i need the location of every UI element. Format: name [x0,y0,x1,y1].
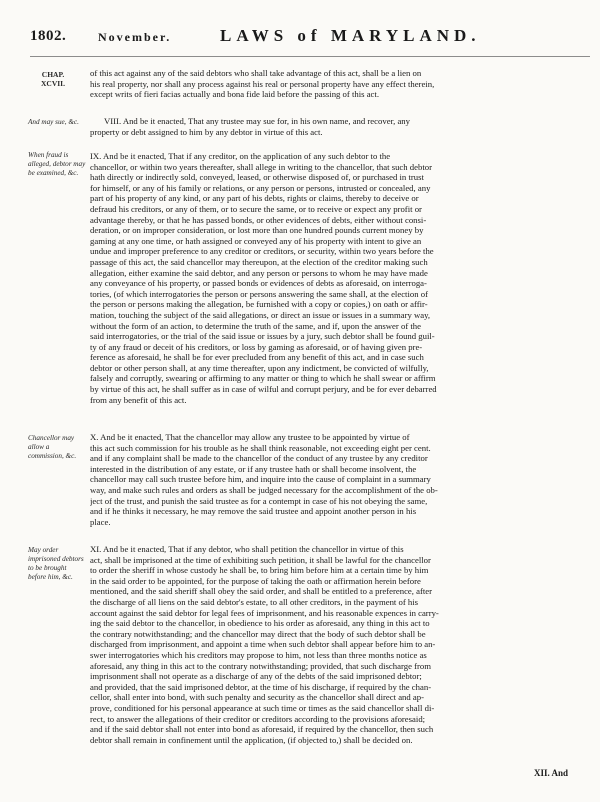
text-line: act, shall be imprisoned at the time of exhibiting such petition, it shall be lawful for the chancellor [90,554,431,565]
text-line: XI. And be it enacted, That if any debtor, who shall petition the chancellor in virtue of this [90,544,404,554]
text-line: defraud his creditors, or any of them, or to secure the same, or to receive or expect any profit or [90,203,422,214]
text-line: advantage thereby, or that he has passed bonds, or other evidences of debts, either without consi- [90,214,427,225]
text-line: mation, touching the subject of the said allegations, or direct an issue or issues in a summary way, [90,309,431,320]
text-line: aforesaid, any thing in this act to the contrary notwithstanding; provided, that such discharge from [90,660,431,671]
text-line: except writs of fieri facias actually and bona fide laid before the passing of this act. [90,89,379,100]
catchword: XII. And [533,768,568,778]
text-line: ty of any fraud or deceit of his creditors, or loss by gaming as aforesaid, or of having given pre- [90,341,423,352]
page-month: November. [98,30,172,44]
text-line: by virtue of this act, he shall suffer as in case of wilful and corrupt perjury, and be for ever debarred [90,384,437,395]
text-line: the person or persons making the allegation, be furnished with a copy or copies,) on oath or affir- [90,299,428,310]
page-year: 1802. [30,28,67,44]
text-line: chancellor may call such trustee before him, and inquire into the cause of complaint in a summary [90,474,431,485]
text-line: this act such commission for his trouble as he shall think reasonable, not exceeding eight per cent. [90,442,431,453]
text-line: allegation, either examine the said debtor, and any person or persons to whom he may have made [90,267,428,278]
text-line: from any benefit of this act. [90,394,187,405]
text-line: ing the said debtor to the chancellor, in obedience to his order as aforesaid, any thing in this act to [90,618,430,629]
text-line: of this act against any of the said debtors who shall take advantage of this act, shall be a lien on [90,68,422,78]
text-line: to order the sheriff in whose custody he shall be, to bring him before him at a certain time by him [90,565,429,576]
section-11 [90,544,570,745]
text-line: VIII. And be it enacted, That any trustee may sue for, in his own name, and recover, any [104,116,410,126]
text-line: any conveyance of his property, or passed bonds or evidences of debts as aforesaid, on interroga- [90,278,427,289]
text-line: place. [90,516,111,527]
text-line: and provided, that the said imprisoned debtor, at the time of his discharge, if required by the chan- [90,681,432,692]
text-line: falsely and corruptly, swearing or affirming to any matter or thing to which he shall swear or affirm [90,373,436,384]
text-line: part of his property of any kind, or any part of his debts, rights or claims, thereby to deceive or [90,193,419,204]
text-line: and if he thinks it necessary, he may remove the said trustee and appoint another person in his [90,506,417,517]
text-line: rect, to answer the allegations of their creditor or creditors according to the provisions aforesaid; [90,713,426,724]
text-line: for himself, or any of his family or relations, or any person or persons, intrusted or concealed, any [90,182,431,193]
text-line: account against the said debtor for legal fees of imprisonment, and his reasonable expences in carry- [90,607,439,618]
margin-note-sec11: May order imprisoned debtors to be brought before him, &c. [28,546,84,581]
margin-note-sec10: Chancellor may allow a commission, &c. [28,434,77,460]
text-line: in the said order to be appointed, for the purpose of taking the oath or affirmation herein before [90,575,421,586]
text-line: hath directly or indirectly sold, conveyed, leased, or otherwise disposed of, or purchased in trust [90,172,424,183]
margin-note-chapter: CHAP. XCVII. [41,70,65,88]
text-line: property or debt assigned to him by any debtor in virtue of this act. [90,126,323,137]
margin-note-sec8: And may sue, &c. [28,118,79,126]
text-line: and if the said debtor shall not enter into bond as aforesaid, if required by the chancellor, then such [90,724,434,735]
text-line: the contrary notwithstanding; and the chancellor may direct that the body of such debtor shall be [90,628,426,639]
text-line: debtor shall remain in confinement until the application, (if objected to,) shall be decided on. [90,734,413,745]
text-line: tories, (of which interrogatories the person or persons answering the same shall, at the election of [90,288,428,299]
text-line: passage of this act, the said chancellor may thereupon, at the election of the creditor making such [90,256,428,267]
text-line: debtor or other person shall, at any time thereafter, upon any indictment, be convicted of wilfully, [90,362,429,373]
text-line: the discharge of all liens on the said debtor's estate, to all other creditors, in the payment of his [90,596,419,607]
page-title: LAWS of MARYLAND. [220,26,481,45]
section-9 [90,151,570,405]
text-line: interested in the distribution of any estate, or if any trustee hath or shall become insolvent, the [90,463,417,474]
text-line: his real property, nor shall any process against his real or personal property have any effect therein, [90,78,435,89]
text-line: IX. And be it enacted, That if any creditor, on the application of any such debtor to the [90,151,391,161]
text-line: swer interrogatories which his creditors may propose to him, not less than three months notice as [90,649,427,660]
text-line: without the form of an action, to determine the truth of the same, and if, upon the answer of the [90,320,421,331]
section-intro [90,68,570,100]
text-line: prove, conditioned for his personal appearance at such time or times as the said chancellor shall di- [90,702,435,713]
text-line: imprisonment shall not operate as a discharge of any of the debts of the said imprisoned debtor; [90,671,422,682]
text-line: said interrogatories, or the trial of the said issue or issues by a jury, such debtor shall be found guil- [90,331,435,342]
section-8 [90,116,570,137]
text-line: ference as aforesaid, he shall be for ever precluded from any benefit of this act, and in case such [90,352,424,363]
margin-note-sec9: When fraud is alleged, debtor may be examined, &c. [28,151,86,177]
section-10 [90,432,570,527]
text-line: ject of the trust, and punish the said trustee as for a contempt in case of his not obeying the same, [90,495,428,506]
header-rule [30,56,590,57]
text-line: mentioned, and the said sheriff shall obey the said order, and shall be entitled to a preference, after [90,586,433,597]
text-line: and if any complaint shall be made to the chancellor of the conduct of any trustee by any creditor [90,453,428,464]
text-line: deration, or on improper consideration, or lost more than one hundred pounds current money by [90,225,424,236]
text-line: way, and make such rules and orders as shall be judged necessary for the accomplishment of the ob- [90,484,438,495]
text-line: chancellor, or within two years thereafter, shall allege in writing to the chancellor, that such debtor [90,161,432,172]
page-header [30,26,590,50]
text-line: cellor, shall enter into bond, with such penalty and security as the chancellor shall direct and ap- [90,692,425,703]
text-line: X. And be it enacted, That the chancellor may allow any trustee to be appointed by virtue of [90,432,410,442]
text-line: gaming at any one time, or hath assigned or conveyed any of his property with intent to give an [90,235,422,246]
text-line: undue and improper preference to any creditor or creditors, or security, within two years before the [90,246,434,257]
text-line: discharged from imprisonment, and appoint a time when such debtor shall appear before him to an- [90,639,436,650]
